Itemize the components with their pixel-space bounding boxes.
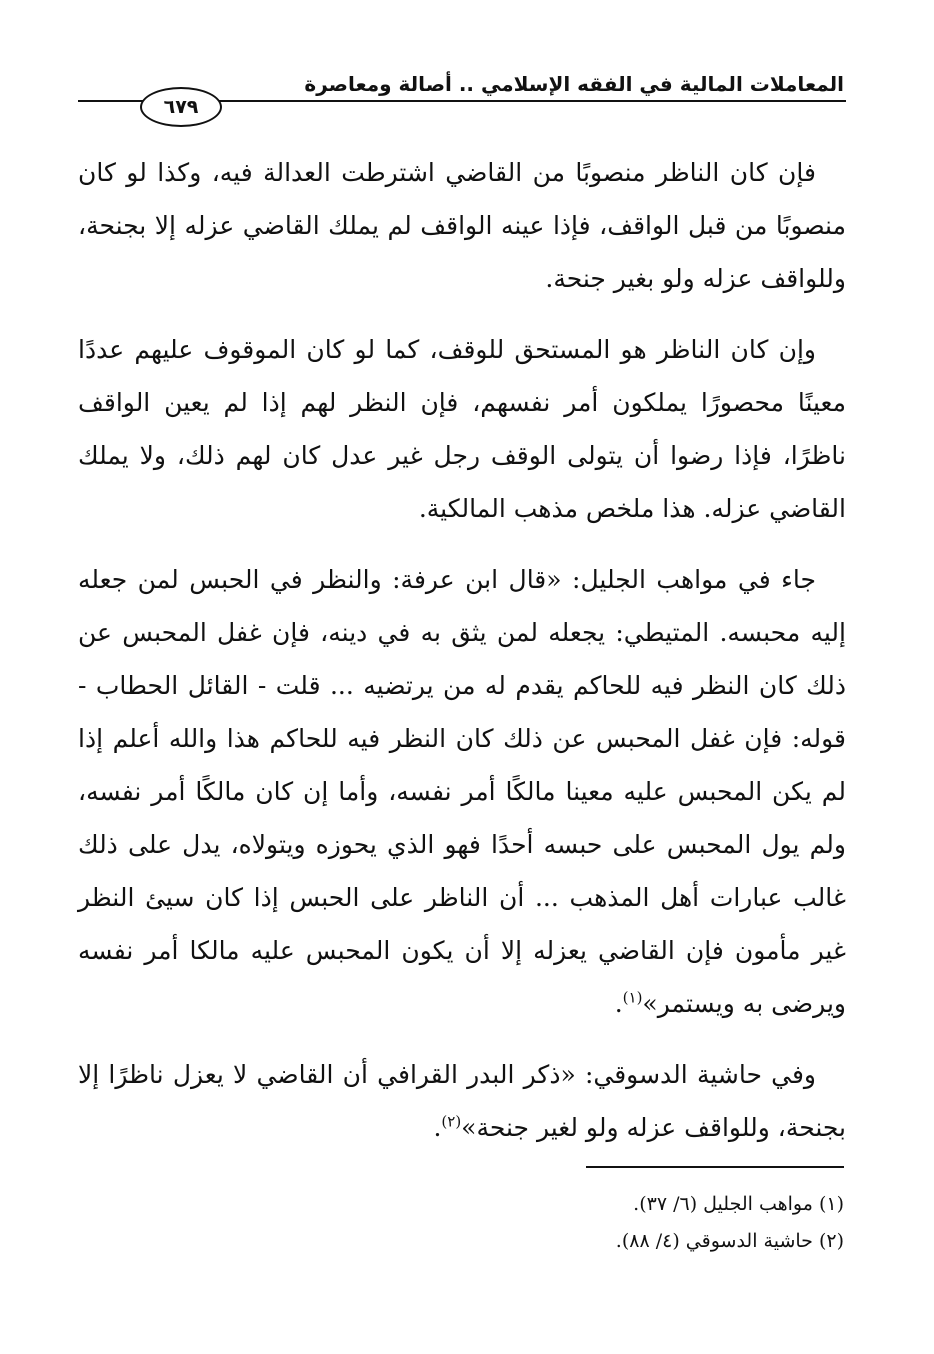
footnote-1: (١) مواهب الجليل (٦/ ٣٧). [633, 1193, 844, 1215]
paragraph-text: وإن كان الناظر هو المستحق للوقف، كما لو كان الموقوف عليهم عددًا معينًا محصورًا يملكون أمر نفسهم، فإن النظر لهم إذا لم يعين الواقف ناظرًا، فإذا رضوا أن يتولى الوقف رجل غير عدل كان لهم ذلك، ولا يملك القاضي عزله. هذا ملخص مذهب المالكية. [78, 335, 846, 523]
paragraph-end: . [433, 1113, 442, 1142]
paragraph-text: فإن كان الناظر منصوبًا من القاضي اشترطت العدالة فيه، وكذا لو كان منصوبًا من قبل الواقف، فإذا عينه الواقف لم يملك القاضي عزله إلا بجنحة، وللواقف عزله ولو بغير جنحة. [78, 158, 846, 293]
page-number [140, 87, 222, 127]
footnote-ref-2: (٢) [441, 1112, 462, 1131]
paragraph-end: . [614, 989, 623, 1018]
paragraph-4 [78, 1048, 846, 1154]
footnote-2: (٢) حاشية الدسوقي (٤/ ٨٨). [615, 1230, 844, 1252]
footnote-ref-1: (١) [622, 988, 643, 1007]
running-title: المعاملات المالية في الفقه الإسلامي .. أصالة ومعاصرة [304, 72, 844, 96]
paragraph-2 [78, 323, 846, 535]
paragraph-1 [78, 146, 846, 305]
footnotes [78, 1186, 844, 1260]
page-number-text: ٦٧٩ [163, 96, 199, 118]
footnote-separator [586, 1166, 844, 1168]
paragraph-text: جاء في مواهب الجليل: «قال ابن عرفة: والنظر في الحبس لمن جعله إليه محبسه. المتيطي: يجعله لمن يثق به في دينه، فإن غفل المحبس عن ذلك كان النظر فيه للحاكم يقدم له من يرتضيه ... قلت - القائل الحطاب - قوله: فإن غفل المحبس عن ذلك كان النظر فيه للحاكم هذا والله أعلم إذا لم يكن المحبس عليه معينا مالكًا أمر نفسه، وأما إن كان مالكًا أمر نفسه، ولم يول المحبس على حبسه أحدًا فهو الذي يحوزه ويتولاه، يدل على ذلك غالب عبارات أهل المذهب ... أن الناظر على الحبس إذا كان سيئ النظر غير مأمون فإن القاضي يعزله إلا أن يكون المحبس عليه مالكا أمر نفسه ويرضى به ويستمر» [78, 565, 846, 1018]
paragraph-text: وفي حاشية الدسوقي: «ذكر البدر القرافي أن القاضي لا يعزل ناظرًا إلا بجنحة، وللواقف عزله ولو لغير جنحة» [78, 1060, 846, 1142]
main-text [78, 146, 846, 1172]
paragraph-3 [78, 553, 846, 1030]
